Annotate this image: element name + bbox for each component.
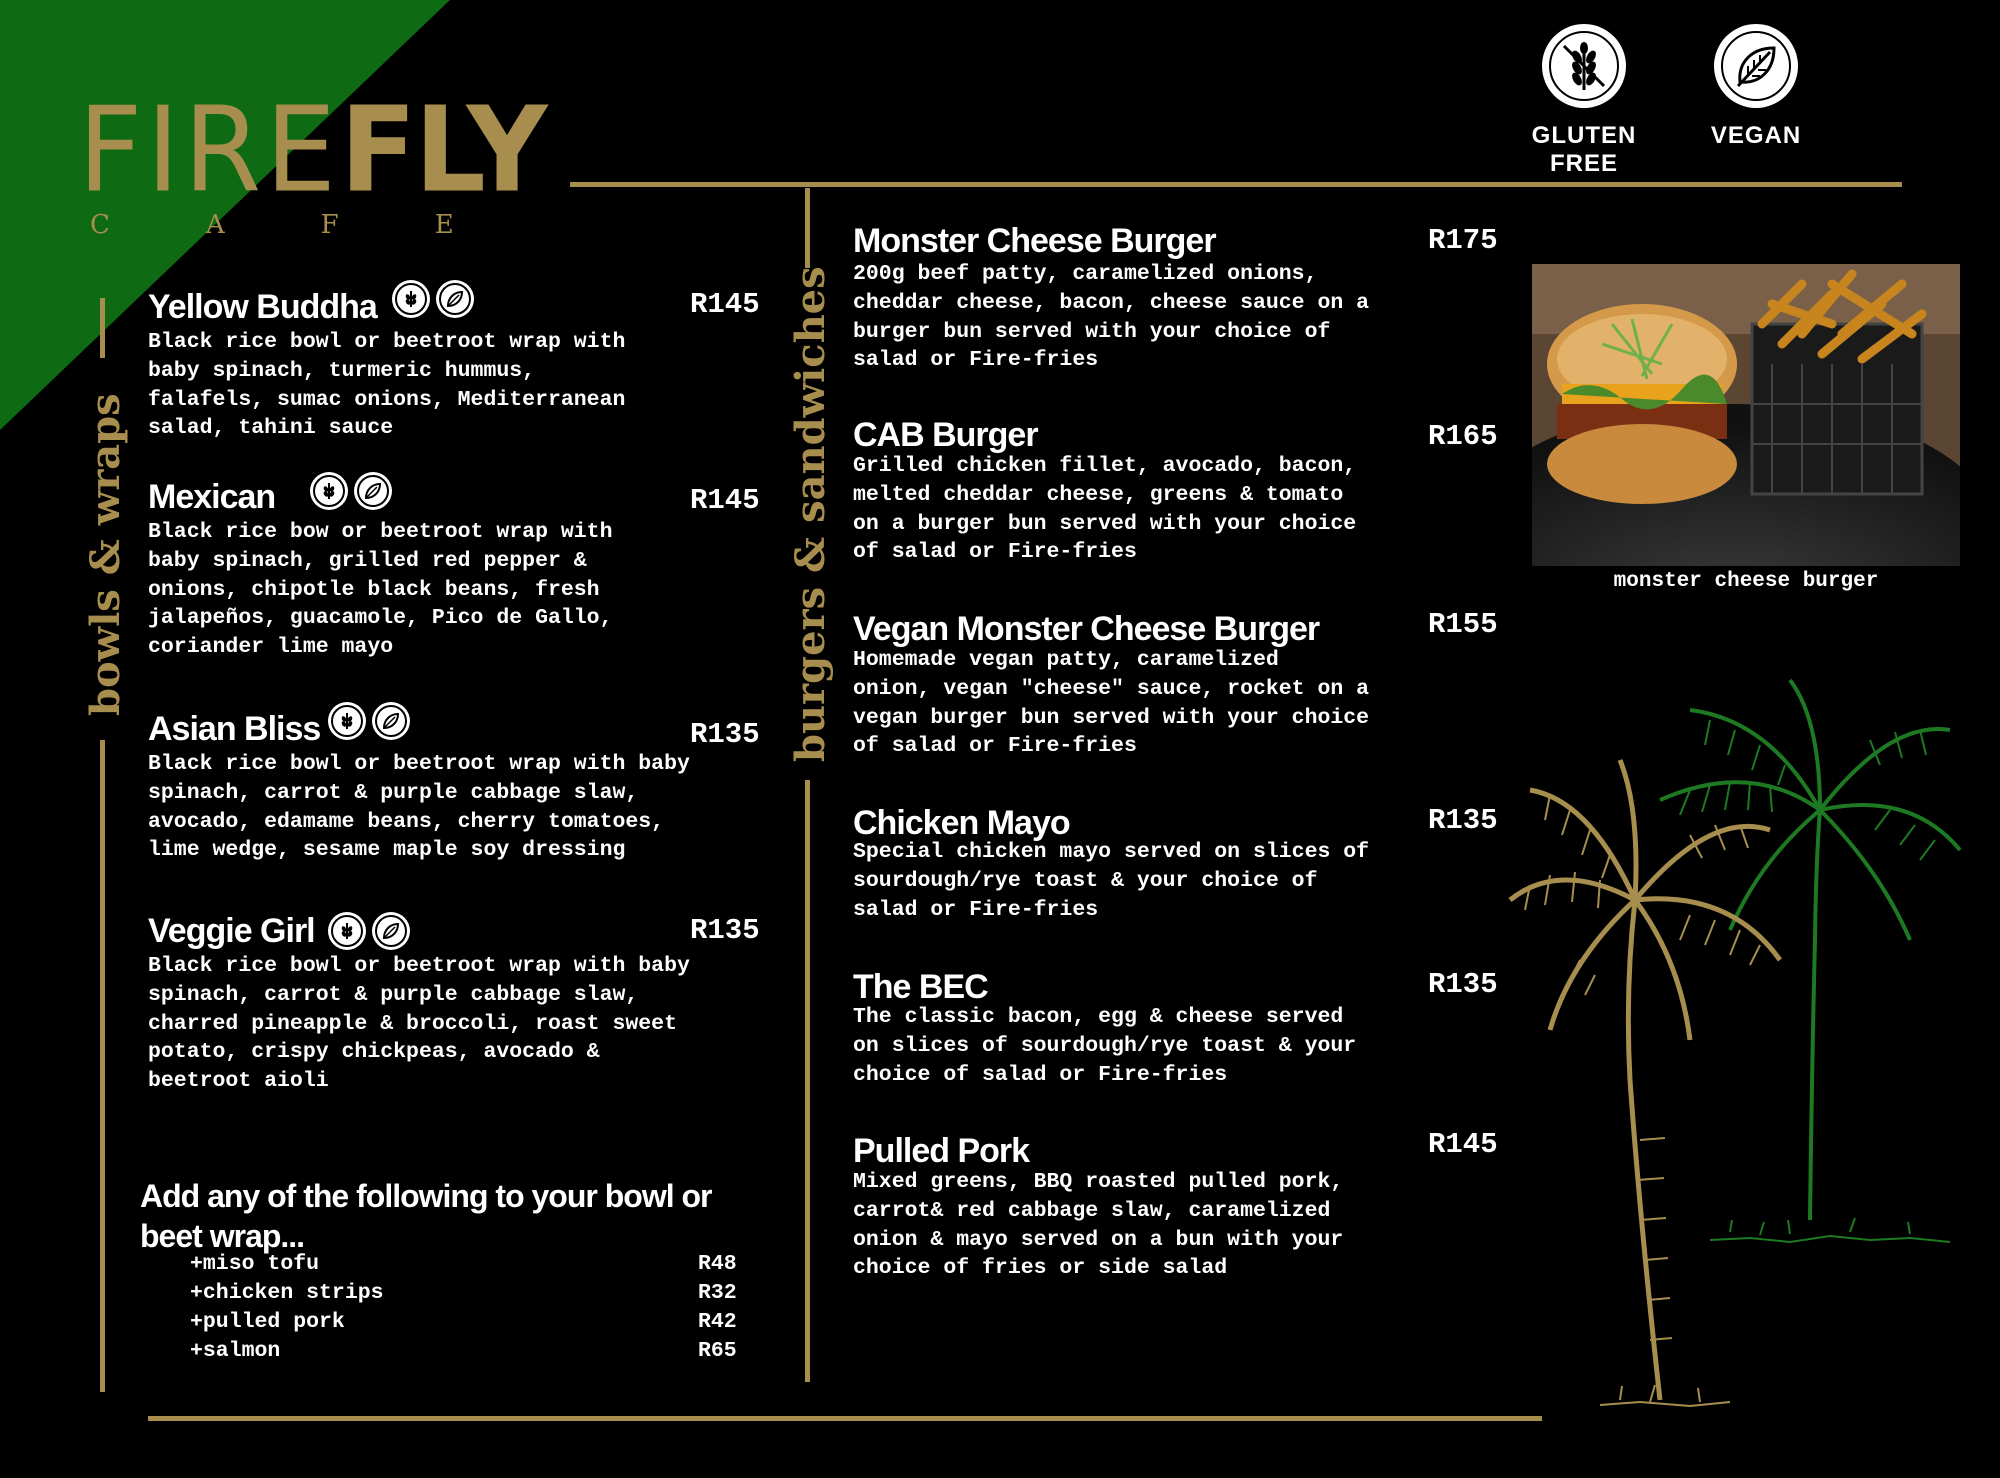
legend-gluten-free <box>1494 24 1674 178</box>
addon-row <box>190 1339 740 1368</box>
item-name: Veggie Girl <box>148 912 315 950</box>
item-price: R135 <box>1428 968 1498 1001</box>
bottom-divider <box>148 1416 1542 1421</box>
item-description: Homemade vegan patty, caramelized onion, vegan "cheese" sauce, rocket on a vegan burger bun served with your choice of salad or Fire-fries <box>853 648 1370 759</box>
addon-row <box>190 1281 740 1310</box>
gluten-free-icon <box>328 912 366 950</box>
item-price: R175 <box>1428 224 1498 257</box>
addons-title: Add any of the following to your bowl or beet wrap... <box>140 1178 712 1254</box>
photo-caption: monster cheese burger <box>1613 570 1879 593</box>
item-price: R145 <box>1428 1128 1498 1161</box>
item-name: The BEC <box>853 968 988 1006</box>
left-vertical-divider-top <box>100 298 105 358</box>
item-name: Mexican <box>148 478 276 516</box>
addon-price: R65 <box>698 1339 737 1363</box>
item-name: CAB Burger <box>853 416 1038 454</box>
item-price: R135 <box>690 718 760 751</box>
palm-trees-illustration <box>1490 660 1970 1425</box>
addon-name: +miso tofu <box>190 1252 320 1276</box>
item-description: Black rice bow or beetroot wrap with baby spinach, grilled red pepper & onions, chipotle black beans, fresh jalapeños, guacamole, Pico de Gallo, coriander lime mayo <box>148 520 613 660</box>
item-name: Vegan Monster Cheese Burger <box>853 610 1320 648</box>
addon-name: +pulled pork <box>190 1310 345 1334</box>
left-vertical-divider <box>100 740 105 1392</box>
addon-price: R42 <box>698 1310 737 1334</box>
item-description: Black rice bowl or beetroot wrap with baby spinach, turmeric hummus, falafels, sumac onions, Mediterranean salad, tahini sauce <box>148 330 626 441</box>
item-price: R135 <box>690 914 760 947</box>
vegan-icon <box>354 472 392 510</box>
item-description: Special chicken mayo served on slices of sourdough/rye toast & your choice of salad or Fire-fries <box>853 840 1370 922</box>
item-price: R135 <box>1428 804 1498 837</box>
item-name: Chicken Mayo <box>853 804 1070 842</box>
item-description: Grilled chicken fillet, avocado, bacon, melted cheddar cheese, greens & tomato on a burger bun served with your choice of salad or Fire-fries <box>853 454 1357 565</box>
vegan-icon <box>436 280 474 318</box>
item-description: Mixed greens, BBQ roasted pulled pork, carrot& red cabbage slaw, caramelized onion & mayo served on a bun with your choice of fries or side salad <box>853 1170 1344 1281</box>
item-price: R155 <box>1428 608 1498 641</box>
logo-subtitle: CAFE <box>90 210 550 240</box>
section-label-bowls: bowls & wraps <box>82 393 129 716</box>
addon-name: +salmon <box>190 1339 281 1363</box>
item-description: The classic bacon, egg & cheese served on slices of sourdough/rye toast & your choice of salad or Fire-fries <box>853 1005 1357 1087</box>
item-name: Yellow Buddha <box>148 288 377 326</box>
item-name: Pulled Pork <box>853 1132 1030 1170</box>
section-label-burgers: burgers & sandwiches <box>787 266 834 762</box>
gluten-free-icon <box>310 472 348 510</box>
item-description: 200g beef patty, caramelized onions, cheddar cheese, bacon, cheese sauce on a burger bun served with your choice of salad or Fire-fries <box>853 262 1370 373</box>
item-description: Black rice bowl or beetroot wrap with baby spinach, carrot & purple cabbage slaw, charred pineapple & broccoli, roast sweet potato, crispy chickpeas, avocado & beetroot aioli <box>148 954 690 1094</box>
middle-vertical-divider <box>805 780 810 1382</box>
addon-row <box>190 1310 740 1339</box>
legend-vegan <box>1666 24 1846 150</box>
vegan-icon <box>372 702 410 740</box>
vegan-icon <box>372 912 410 950</box>
addon-price: R32 <box>698 1281 737 1305</box>
item-price: R145 <box>690 288 760 321</box>
gluten-free-icon <box>328 702 366 740</box>
top-divider <box>570 182 1902 187</box>
logo-fire: FIRE <box>78 82 341 220</box>
addon-row <box>190 1252 740 1281</box>
item-price: R145 <box>690 484 760 517</box>
item-price: R165 <box>1428 420 1498 453</box>
cafe-logo <box>78 82 550 240</box>
item-description: Black rice bowl or beetroot wrap with baby spinach, carrot & purple cabbage slaw, avocado, edamame beans, cherry tomatoes, lime wedge, sesame maple soy dressing <box>148 752 690 863</box>
vegan-icon <box>1714 24 1798 108</box>
middle-vertical-divider-top <box>805 188 810 268</box>
logo-fly: FLY <box>340 82 546 220</box>
gluten-free-icon <box>1542 24 1626 108</box>
addon-name: +chicken strips <box>190 1281 384 1305</box>
addon-price: R48 <box>698 1252 737 1276</box>
item-name: Asian Bliss <box>148 710 321 748</box>
burger-photo <box>1532 264 1960 566</box>
legend-label: GLUTEN FREE <box>1531 122 1637 177</box>
legend-label: VEGAN <box>1710 122 1802 149</box>
gluten-free-icon <box>392 280 430 318</box>
item-name: Monster Cheese Burger <box>853 222 1216 260</box>
